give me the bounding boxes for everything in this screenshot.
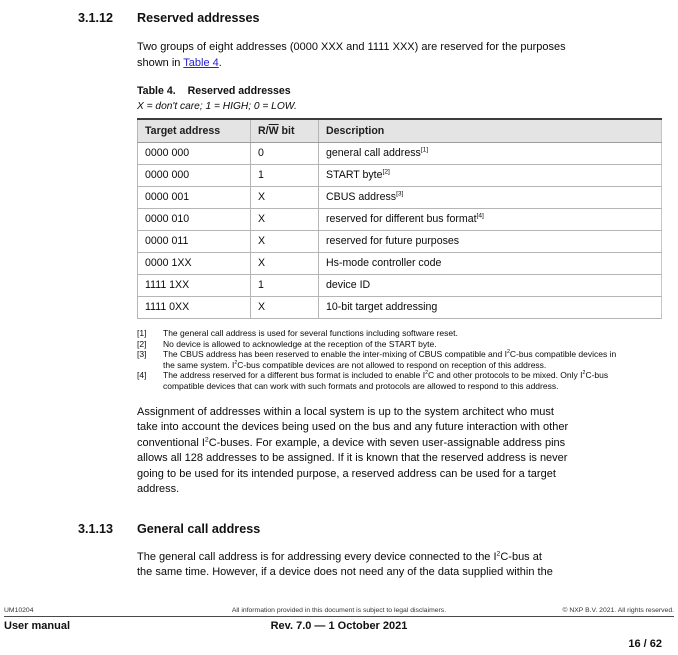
footnote-marker: [1] — [137, 328, 147, 338]
footnote-marker: [2] — [137, 338, 147, 349]
superscript-ref: [2] — [382, 168, 390, 176]
section-number: 3.1.13 — [78, 521, 114, 536]
superscript-ref: 2 — [506, 349, 510, 356]
section-heading-general-call-address — [78, 522, 678, 537]
footer-doc-id: UM10204 — [4, 607, 34, 614]
table-caption-note: X = don't care; 1 = HIGH; 0 = LOW. — [137, 101, 297, 112]
superscript-ref: 2 — [204, 435, 209, 443]
table-caption-title: Reserved addresses — [187, 85, 291, 97]
table-header-row — [138, 119, 662, 143]
header-target-address: Target address — [138, 119, 251, 143]
description-cell: general call address[1] — [319, 143, 662, 165]
section-heading-reserved-addresses — [78, 0, 678, 26]
target-address-cell: 0000 000 — [138, 165, 251, 187]
description-cell: device ID — [319, 275, 662, 297]
superscript-ref: 2 — [582, 370, 586, 377]
general-call-paragraph: The general call address is for addressing every device connected to the $I^2C$-bus at the same time. However, if a device does not need any of the data supplied within the — [137, 549, 553, 579]
target-address-cell: 1111 0XX — [138, 297, 251, 319]
footnote — [137, 339, 662, 350]
intro-paragraph: Two groups of eight addresses (0000 XXX and 1111 XXX) are reserved for the purposes shown in Table 4. — [137, 41, 566, 69]
footnote — [137, 349, 662, 370]
target-address-cell: 0000 010 — [138, 209, 251, 231]
rw-bit-cell: X — [251, 253, 319, 275]
description-cell: reserved for future purposes — [319, 231, 662, 253]
superscript-ref: 2 — [234, 359, 238, 366]
footnote-text: The CBUS address has been reserved to enable the inter-mixing of CBUS compatible and $I^2C$-bus compatible devices in the same system. $I^2C$-bus compatible devices are not allowed to respond on reception of this address. — [163, 349, 617, 370]
superscript-ref: [3] — [396, 190, 404, 198]
footnote-text: The general call address is used for several functions including software reset. — [163, 328, 458, 338]
footer-revision: Rev. 7.0 — 1 October 2021 — [270, 620, 408, 632]
footer-copyright: © NXP B.V. 2021. All rights reserved. — [562, 607, 674, 614]
rw-bit-cell: X — [251, 187, 319, 209]
superscript-ref: [4] — [476, 212, 484, 220]
section-title: Reserved addresses — [137, 11, 260, 25]
footer-page-indicator: 16 / 62 — [628, 638, 662, 650]
rw-bit-cell: 1 — [251, 165, 319, 187]
description-cell: CBUS address[3] — [319, 187, 662, 209]
header-description: Description — [319, 119, 662, 143]
target-address-cell: 0000 011 — [138, 231, 251, 253]
table-row — [138, 187, 662, 209]
target-address-cell: 0000 1XX — [138, 253, 251, 275]
description-cell: reserved for different bus format[4] — [319, 209, 662, 231]
header-rw-bit: $R/\overline{W}$ bit — [251, 119, 319, 143]
target-address-cell: 1111 1XX — [138, 275, 251, 297]
table-row — [138, 253, 662, 275]
assignment-paragraph: Assignment of addresses within a local system is up to the system architect who must take into account the devices being used on the bus and any future interaction with other conventional $I^2C$-buses. For example, a device with seven user-assignable address pins allows all 128 addresses to be assigned. If it is known that the reserved address is never going to be used for its intended purpose, a reserved address can be used for a target address. — [137, 405, 569, 496]
footnote-marker: [4] — [137, 370, 147, 381]
footnote-text: No device is allowed to acknowledge at the reception of the START byte. — [163, 338, 437, 349]
rw-bit-cell: 0 — [251, 143, 319, 165]
overline-text: $\overline{W}$ — [268, 125, 279, 137]
footnote-list — [137, 328, 662, 392]
footer-doc-type: User manual — [4, 620, 71, 632]
table-caption — [137, 85, 678, 98]
reserved-addresses-table — [137, 118, 662, 319]
target-address-cell: 0000 000 — [138, 143, 251, 165]
page-footer — [0, 607, 678, 650]
footnote-text: The address reserved for a different bus format is included to enable $I^2C$ and other protocols to be mixed. Only $I^2C$-bus compatible devices that can work with such formats and protocols are allowed to respond to this address. — [163, 370, 609, 391]
footer-meta-row — [4, 607, 674, 617]
table-row — [138, 297, 662, 319]
rw-bit-cell: X — [251, 231, 319, 253]
target-address-cell: 0000 001 — [138, 187, 251, 209]
section-title: General call address — [137, 521, 261, 536]
superscript-ref: 2 — [425, 370, 429, 377]
description-cell: START byte[2] — [319, 165, 662, 187]
rw-bit-cell: X — [251, 209, 319, 231]
footer-title-row — [4, 620, 674, 634]
reserved-table-body — [138, 143, 662, 319]
description-cell: 10-bit target addressing — [319, 297, 662, 319]
footnote — [137, 370, 662, 391]
table-row — [138, 209, 662, 231]
table-caption-label: Table 4. — [137, 85, 176, 97]
rw-bit-cell: X — [251, 297, 319, 319]
table-row — [138, 165, 662, 187]
rw-bit-cell: 1 — [251, 275, 319, 297]
table-4-link[interactable]: Table 4 — [183, 56, 219, 69]
description-cell: Hs-mode controller code — [319, 253, 662, 275]
footer-disclaimer: All information provided in this document is subject to legal disclaimers. — [231, 607, 447, 614]
footnote-marker: [3] — [137, 349, 147, 360]
footnote — [137, 328, 662, 339]
table-header — [138, 119, 662, 143]
superscript-ref: 2 — [496, 549, 501, 557]
table-row — [138, 143, 662, 165]
section-number: 3.1.12 — [78, 11, 114, 25]
table-row — [138, 275, 662, 297]
table-row — [138, 231, 662, 253]
superscript-ref: [1] — [420, 146, 429, 154]
